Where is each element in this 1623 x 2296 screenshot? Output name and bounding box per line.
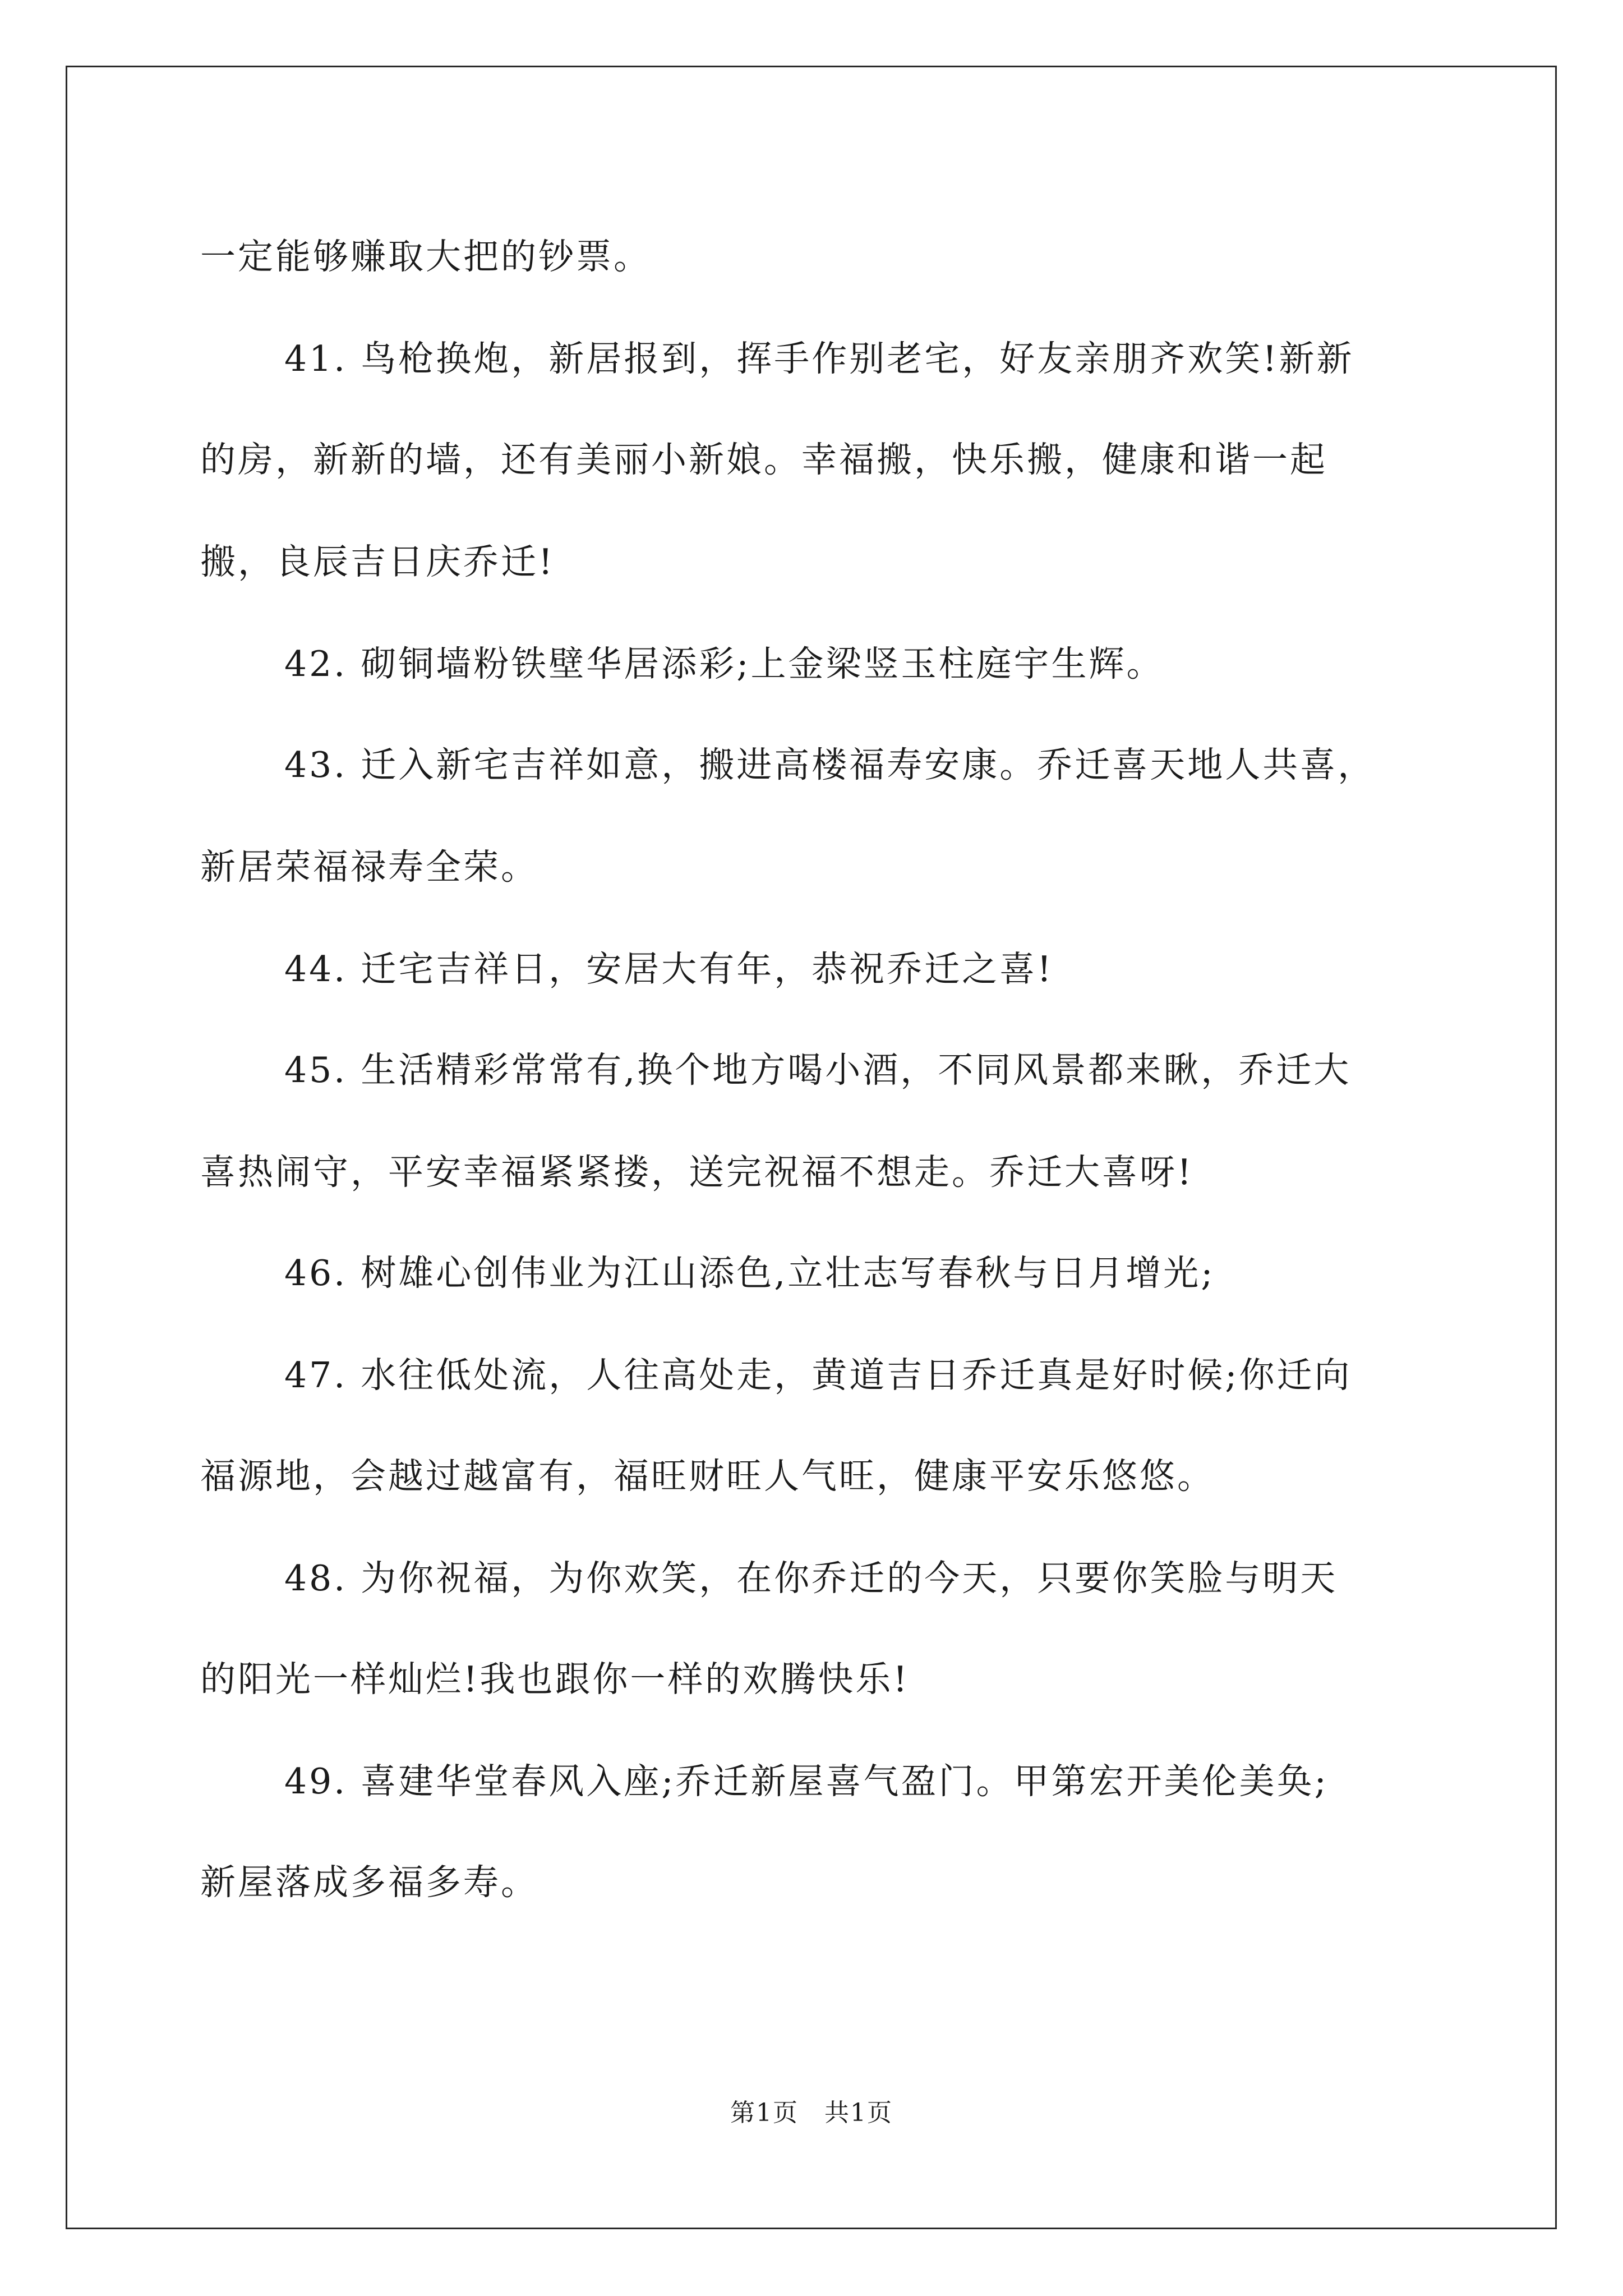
text-line: 46. 树雄心创伟业为江山添色,立壮志写春秋与日月增光; <box>284 1253 1215 1294</box>
text-line: 45. 生活精彩常常有,换个地方喝小酒，不同风景都来瞅，乔迁大 <box>284 1050 1352 1091</box>
text-line: 的阳光一样灿烂!我也跟你一样的欢腾快乐! <box>200 1659 910 1700</box>
text-line: 43. 迁入新宅吉祥如意，搬进高楼福寿安康。乔迁喜天地人共喜， <box>284 744 1376 785</box>
page-border <box>66 66 1557 2229</box>
text-line: 新居荣福禄寿全荣。 <box>200 846 538 887</box>
text-line: 搬，良辰吉日庆乔迁! <box>200 541 555 582</box>
text-line: 喜热闹守，平安幸福紧紧搂，送完祝福不想走。乔迁大喜呀! <box>200 1152 1194 1193</box>
text-line: 的房，新新的墙，还有美丽小新娘。幸福搬，快乐搬，健康和谐一起 <box>200 439 1327 480</box>
text-line: 新屋落成多福多寿。 <box>200 1862 538 1903</box>
text-line: 48. 为你祝福，为你欢笑，在你乔迁的今天，只要你笑脸与明天 <box>284 1558 1338 1599</box>
text-line: 44. 迁宅吉祥日，安居大有年，恭祝乔迁之喜! <box>284 949 1054 990</box>
text-line: 49. 喜建华堂春风入座;乔迁新屋喜气盈门。甲第宏开美伦美奂; <box>284 1761 1329 1802</box>
text-line: 41. 鸟枪换炮，新居报到，挥手作别老宅，好友亲朋齐欢笑!新新 <box>284 338 1354 379</box>
text-line: 42. 砌铜墙粉铁壁华居添彩;上金梁竖玉柱庭宇生辉。 <box>284 643 1164 684</box>
text-line: 一定能够赚取大把的钞票。 <box>200 236 651 277</box>
text-line: 福源地，会越过越富有，福旺财旺人气旺，健康平安乐悠悠。 <box>200 1456 1215 1497</box>
text-line: 47. 水往低处流，人往高处走，黄道吉日乔迁真是好时候;你迁向 <box>284 1355 1352 1396</box>
page-number: 第1页 共1页 <box>730 2099 893 2127</box>
